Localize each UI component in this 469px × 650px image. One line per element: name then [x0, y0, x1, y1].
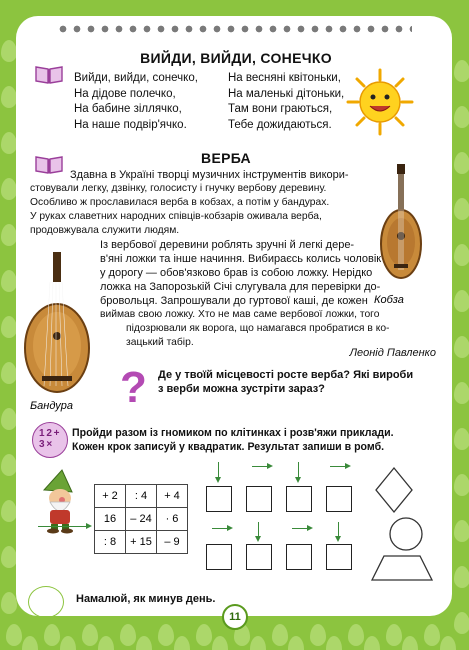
answer-rhombus[interactable] — [376, 468, 412, 512]
poem-line: Тебе дожидаються. — [228, 118, 332, 131]
start-arrowhead — [86, 523, 92, 529]
bandura-label: Бандура — [30, 400, 74, 412]
right-arrow — [212, 528, 228, 529]
right-arrowhead — [345, 463, 351, 469]
story-line: Особливо ж прославилася верба в кобзах, а потім у бандурах. — [30, 197, 330, 208]
answer-box[interactable] — [246, 544, 272, 570]
story-line: у дорогу — обов'язково брав із собою ложку. Нерідко — [100, 267, 373, 279]
leaf-icon — [454, 428, 469, 450]
story-paragraph-1 — [70, 168, 370, 182]
story-line: продовжувала служити людям. — [30, 225, 180, 236]
draw-task-circle — [28, 586, 64, 616]
circle-shape — [390, 518, 422, 550]
right-arrowhead — [267, 463, 273, 469]
page-number: 11 — [222, 604, 248, 630]
leaf-icon — [1, 178, 17, 200]
leaf-icon — [364, 636, 380, 650]
answer-box[interactable] — [326, 544, 352, 570]
story-line: Із вербової деревини роблять зручні й легкі дере- — [100, 239, 355, 251]
answer-box[interactable] — [326, 486, 352, 512]
story-line: виймав свою ложку. Хто не мав саме вербової ложки, того — [100, 309, 380, 320]
leaf-icon — [136, 636, 152, 650]
story-line: стовували легку, дзвінку, голосисту і гнучку вербову деревину. — [30, 183, 327, 194]
right-arrowhead — [307, 525, 313, 531]
leaf-icon — [22, 636, 38, 650]
story-paragraph-2 — [100, 238, 400, 308]
leaf-icon — [82, 624, 98, 646]
sun-illustration — [346, 68, 414, 136]
poem-line: Вийди, вийди, сонечко, — [74, 72, 198, 84]
leaf-icon — [250, 636, 266, 650]
answer-box[interactable] — [246, 486, 272, 512]
grid-cell: : 8 — [95, 531, 126, 554]
leaf-icon — [454, 60, 469, 82]
leaf-icon — [1, 500, 17, 522]
leaf-icon — [454, 336, 469, 358]
grid-cell: · 6 — [157, 508, 188, 531]
poem-line: На маленькі дітоньки, — [228, 87, 345, 100]
leaf-icon — [454, 382, 469, 404]
leaf-icon — [174, 636, 190, 650]
poem-line: На дідове полечко, — [74, 87, 176, 100]
leaf-icon — [1, 362, 17, 384]
grid-cell: 16 — [95, 508, 126, 531]
poem-left-column — [74, 71, 234, 133]
leaf-icon — [158, 624, 174, 646]
leaf-icon — [454, 244, 469, 266]
leaf-icon — [288, 636, 304, 650]
story-line: У руках славетних народних співців-кобзарів оживала верба, — [30, 211, 322, 222]
leaf-icon — [1, 270, 17, 292]
leaf-icon — [6, 624, 22, 646]
book-icon — [34, 154, 64, 174]
leaf-icon — [1, 86, 17, 108]
question-text — [158, 368, 438, 396]
leaf-icon — [454, 612, 469, 634]
leaf-icon — [454, 290, 469, 312]
question-line: Де у твоїй місцевості росте верба? Які вироби — [158, 369, 414, 381]
right-arrow — [252, 466, 268, 467]
leaf-icon — [1, 132, 17, 154]
leaf-icon — [1, 546, 17, 568]
leaf-icon — [454, 152, 469, 174]
leaf-icon — [454, 520, 469, 542]
leaf-icon — [1, 454, 17, 476]
leaf-icon — [348, 624, 364, 646]
math-instructions — [72, 426, 442, 454]
story-line: ложка на Запорозькій Січі слугувала для перевірки до- — [100, 281, 381, 293]
down-arrowhead — [295, 477, 301, 483]
grid-cell: – 24 — [126, 508, 157, 531]
leaf-icon — [326, 636, 342, 650]
story-paragraph-2-cont — [100, 308, 430, 322]
leaf-icon — [454, 474, 469, 496]
right-arrow — [292, 528, 308, 529]
poem-line: На бабине зіллячко, — [74, 103, 182, 115]
grid-cell: : 4 — [126, 485, 157, 508]
poem-line: Там вони граються, — [228, 103, 333, 115]
poem-line: На весняні квітоньки, — [228, 72, 341, 84]
question-line: з верби можна зустріти зараз? — [158, 383, 325, 395]
grid-row — [95, 508, 188, 531]
leaf-icon — [44, 624, 60, 646]
poem-title: ВИЙДИ, ВИЙДИ, СОНЕЧКО — [140, 50, 332, 66]
math-line: Кожен крок записуй у квадратик. Результат запиши в ромб. — [72, 441, 385, 453]
draw-task-text: Намалюй, як минув день. — [76, 593, 216, 605]
bandura-illustration — [22, 248, 92, 396]
question-mark-icon: ? — [120, 363, 147, 412]
answer-shapes — [358, 464, 444, 584]
answer-box[interactable] — [286, 544, 312, 570]
leaf-icon — [60, 636, 76, 650]
math-line: Пройди разом із гномиком по клітинках і розв'яжи приклади. — [72, 427, 394, 439]
spiral-binding — [56, 22, 412, 36]
right-arrow — [330, 466, 346, 467]
leaf-icon — [310, 624, 326, 646]
leaf-icon — [1, 316, 17, 338]
leaf-icon — [402, 636, 418, 650]
math-icon-text: 1 2 + 3 × — [39, 428, 60, 450]
trapezoid-shape — [372, 556, 432, 580]
leaf-icon — [454, 198, 469, 220]
leaf-icon — [440, 636, 456, 650]
leaf-icon — [120, 624, 136, 646]
answer-box[interactable] — [286, 486, 312, 512]
leaf-icon — [196, 624, 212, 646]
leaf-icon — [1, 592, 17, 614]
math-task-icon — [32, 422, 68, 458]
grid-cell: + 4 — [157, 485, 188, 508]
gnome-illustration — [30, 468, 90, 534]
answer-box[interactable] — [206, 544, 232, 570]
story-title: ВЕРБА — [201, 150, 251, 166]
math-grid — [94, 484, 188, 554]
story-line: зацький табір. — [126, 337, 194, 348]
leaf-icon — [1, 408, 17, 430]
workbook-sheet — [16, 16, 452, 616]
leaf-icon — [386, 624, 402, 646]
kobza-label: Кобза — [374, 294, 404, 306]
leaf-icon — [424, 624, 440, 646]
poem-line: На наше подвір'ячко. — [74, 118, 187, 131]
grid-row — [95, 485, 188, 508]
grid-cell: + 2 — [95, 485, 126, 508]
down-arrowhead — [335, 536, 341, 542]
story-line: бровольця. Запрошували до гуртової каші, де кожен — [100, 295, 368, 307]
down-arrowhead — [215, 477, 221, 483]
answer-box[interactable] — [206, 486, 232, 512]
story-line: в'яні ложки та інше начиння. Вибираєсь колись чоловік — [100, 253, 382, 265]
grid-cell: – 9 — [157, 531, 188, 554]
grid-row — [95, 531, 188, 554]
leaf-icon — [212, 636, 228, 650]
leaf-icon — [1, 40, 17, 62]
leaf-icon — [454, 106, 469, 128]
right-arrowhead — [227, 525, 233, 531]
leaf-icon — [1, 224, 17, 246]
story-line: підозрювали як ворога, що намагався пробратися в ко- — [126, 323, 390, 334]
leaf-icon — [272, 624, 288, 646]
grid-cell: + 15 — [126, 531, 157, 554]
story-paragraph-1-cont — [30, 182, 370, 238]
down-arrowhead — [255, 536, 261, 542]
story-author: Леонід Павленко — [349, 347, 436, 359]
leaf-icon — [98, 636, 114, 650]
leaf-icon — [454, 566, 469, 588]
book-icon — [34, 64, 64, 84]
story-line: Здавна в Україні творці музичних інструментів викори- — [70, 169, 349, 181]
start-arrow — [38, 526, 88, 527]
